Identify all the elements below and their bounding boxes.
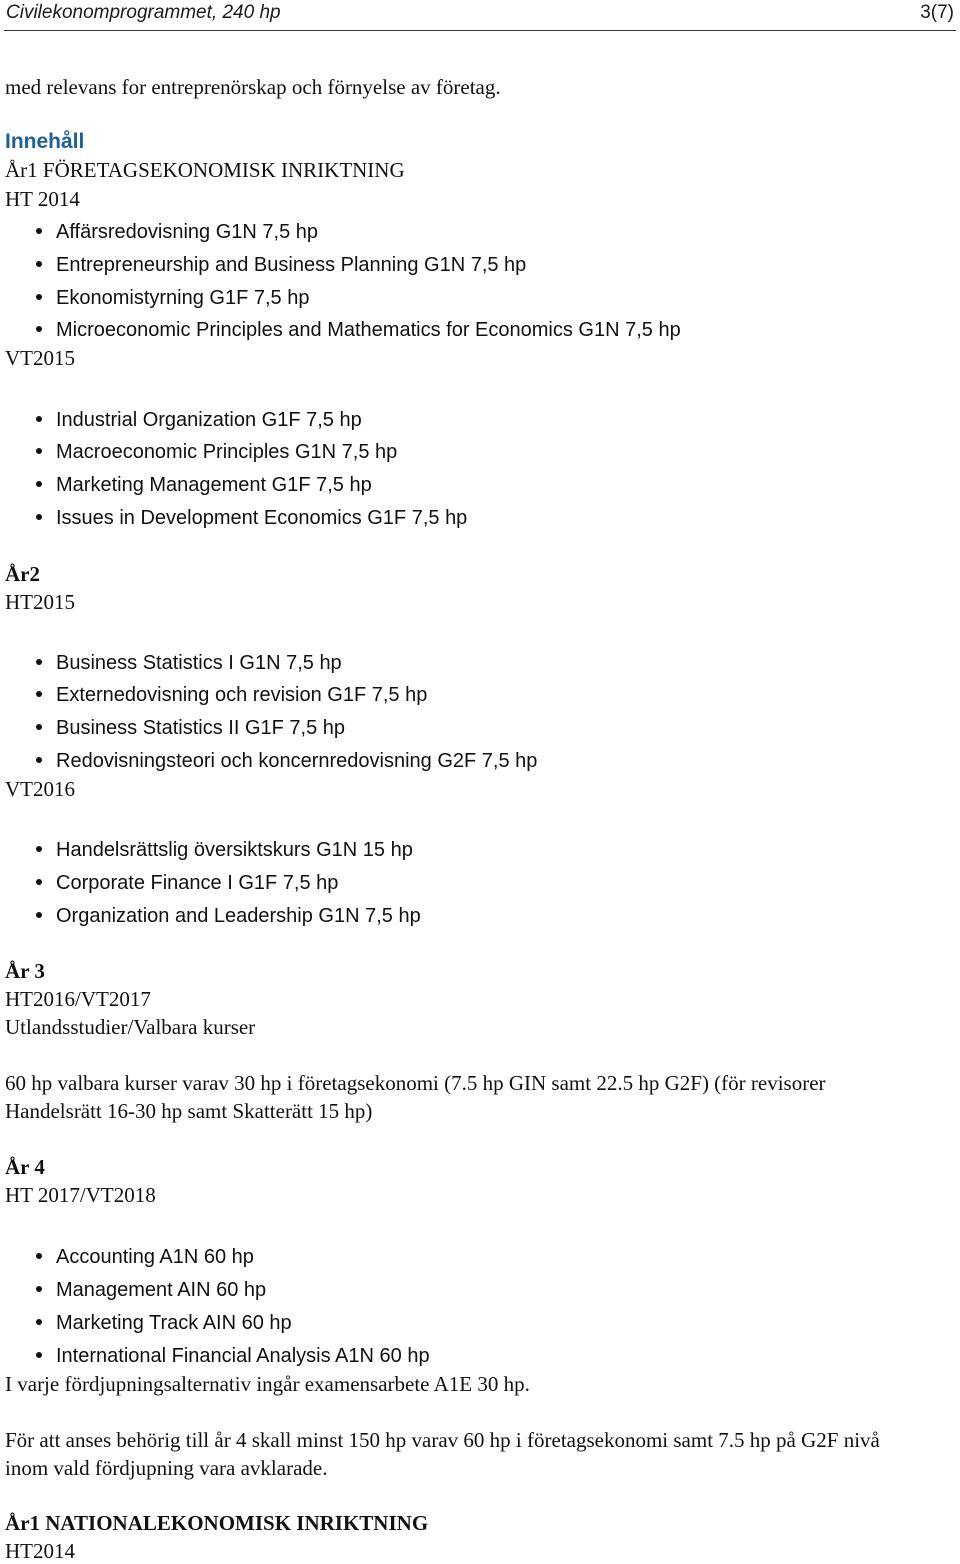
bullet-icon: [36, 846, 42, 852]
year1-economics-heading: År1 NATIONALEKONOMISK INRIKTNING: [5, 1511, 429, 1535]
contents-heading: Innehåll: [5, 130, 85, 153]
electives-paragraph-line: 60 hp valbara kurser varav 30 hp i företagsekonomi (7.5 hp GIN samt 22.5 hp G2F) (för revisorer: [5, 1071, 826, 1095]
bullet-icon: [36, 757, 42, 763]
bullet-icon: [36, 879, 42, 885]
thesis-text: I varje fördjupningsalternativ ingår examensarbete A1E 30 hp.: [5, 1372, 530, 1396]
eligibility-text-line: För att anses behörig till år 4 skall minst 150 hp varav 60 hp i företagsekonomi samt 7.5 hp på G2F nivå: [5, 1428, 880, 1452]
course-item: Corporate Finance I G1F 7,5 hp: [36, 870, 338, 896]
document-title: Civilekonomprogrammet, 240 hp: [6, 2, 281, 23]
bullet-icon: [36, 1286, 42, 1292]
bullet-icon: [36, 326, 42, 332]
year3-heading: År 3: [5, 959, 45, 983]
bullet-icon: [36, 261, 42, 267]
bullet-icon: [36, 481, 42, 487]
page-header: [4, 0, 956, 31]
year2-heading: År2: [5, 562, 40, 586]
term-heading: HT2016/VT2017: [5, 987, 151, 1011]
bullet-icon: [36, 659, 42, 665]
bullet-icon: [36, 1253, 42, 1259]
bullet-icon: [36, 724, 42, 730]
year3-subtitle: Utlandsstudier/Valbara kurser: [5, 1015, 256, 1039]
bullet-icon: [36, 294, 42, 300]
term-heading: VT2016: [5, 777, 75, 801]
bullet-icon: [36, 912, 42, 918]
course-item: Ekonomistyrning G1F 7,5 hp: [36, 285, 309, 311]
course-item: Entrepreneurship and Business Planning G1N 7,5 hp: [36, 252, 526, 278]
eligibility-text-line: inom vald fördjupning vara avklarade.: [5, 1456, 328, 1480]
course-item: Handelsrättslig översiktskurs G1N 15 hp: [36, 837, 413, 863]
course-item: Management AIN 60 hp: [36, 1277, 266, 1303]
bullet-icon: [36, 1352, 42, 1358]
term-heading: HT2014: [5, 1539, 75, 1563]
bullet-icon: [36, 1319, 42, 1325]
year1-business-heading: År1 FÖRETAGSEKONOMISK INRIKTNING: [5, 158, 405, 182]
bullet-icon: [36, 514, 42, 520]
term-heading: VT2015: [5, 346, 75, 370]
year4-heading: År 4: [5, 1155, 45, 1179]
course-item: Affärsredovisning G1N 7,5 hp: [36, 219, 318, 245]
course-item: Microeconomic Principles and Mathematics for Economics G1N 7,5 hp: [36, 317, 681, 343]
course-item: Issues in Development Economics G1F 7,5 hp: [36, 505, 467, 531]
intro-text: med relevans for entreprenörskap och förnyelse av företag.: [5, 75, 501, 99]
course-item: Business Statistics II G1F 7,5 hp: [36, 715, 345, 741]
course-item: Accounting A1N 60 hp: [36, 1244, 254, 1270]
bullet-icon: [36, 228, 42, 234]
electives-paragraph-line: Handelsrätt 16-30 hp samt Skatterätt 15 hp): [5, 1099, 373, 1123]
term-heading: HT 2014: [5, 187, 80, 211]
course-item: Marketing Track AIN 60 hp: [36, 1310, 292, 1336]
page-number: 3(7): [920, 2, 954, 23]
course-item: Marketing Management G1F 7,5 hp: [36, 472, 372, 498]
course-item: Externedovisning och revision G1F 7,5 hp: [36, 682, 427, 708]
bullet-icon: [36, 416, 42, 422]
course-item: Organization and Leadership G1N 7,5 hp: [36, 903, 421, 929]
course-item: Redovisningsteori och koncernredovisning G2F 7,5 hp: [36, 748, 537, 774]
course-item: Business Statistics I G1N 7,5 hp: [36, 650, 342, 676]
bullet-icon: [36, 448, 42, 454]
course-item: International Financial Analysis A1N 60 hp: [36, 1343, 430, 1369]
course-item: Macroeconomic Principles G1N 7,5 hp: [36, 439, 397, 465]
term-heading: HT2015: [5, 590, 75, 614]
bullet-icon: [36, 691, 42, 697]
course-item: Industrial Organization G1F 7,5 hp: [36, 407, 362, 433]
term-heading: HT 2017/VT2018: [5, 1183, 156, 1207]
